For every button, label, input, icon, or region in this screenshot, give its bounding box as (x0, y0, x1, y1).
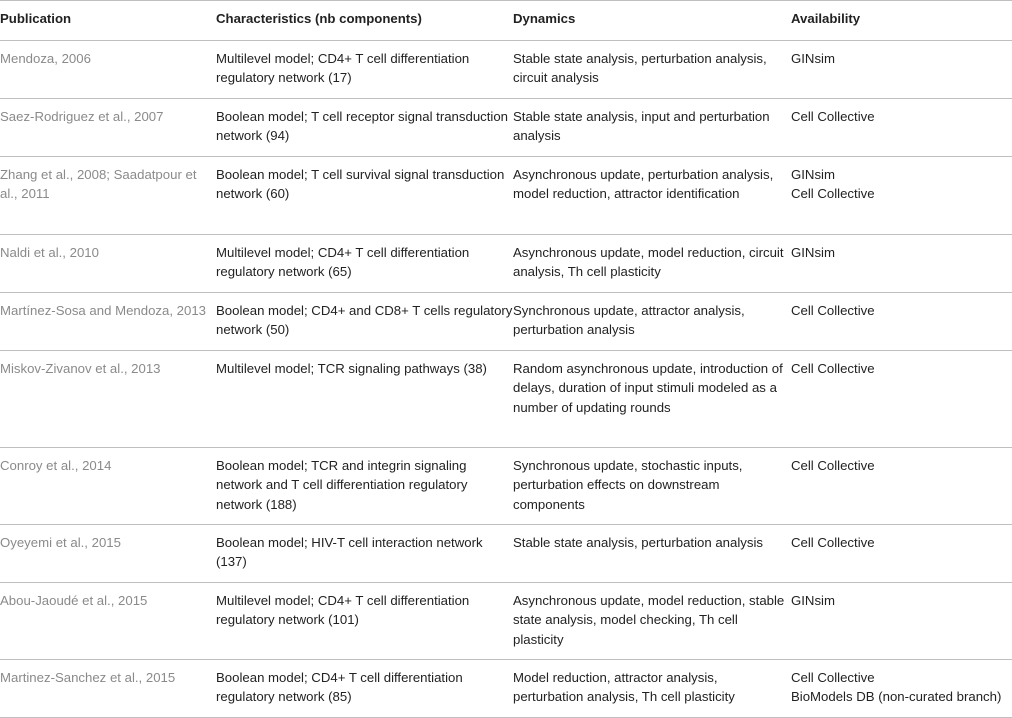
availability-item: BioModels DB (non-curated branch) (791, 689, 1002, 705)
table-row (0, 235, 1012, 293)
cell-dynamics: Asynchronous update, perturbation analysis, model reduction, attractor identification (513, 167, 774, 202)
header-publication: Publication (0, 11, 72, 26)
cell-publication: Martinez-Sanchez et al., 2015 (0, 670, 176, 685)
table-row (0, 525, 1012, 583)
cell-dynamics: Model reduction, attractor analysis, perturbation analysis, Th cell plasticity (513, 670, 735, 705)
cell-availability (791, 99, 1012, 156)
cell-availability (791, 525, 1012, 582)
cell-availability (791, 351, 1012, 447)
table-header-row (0, 1, 1012, 41)
table-row (0, 660, 1012, 718)
availability-item: GINsim (791, 167, 835, 182)
cell-dynamics: Stable state analysis, perturbation analysis (513, 535, 763, 550)
cell-availability (791, 41, 1012, 98)
cell-characteristics: Boolean model; TCR and integrin signaling network and T cell differentiation regulatory network (188) (216, 458, 468, 512)
cell-publication: Abou-Jaoudé et al., 2015 (0, 593, 148, 608)
cell-dynamics: Stable state analysis, perturbation analysis, circuit analysis (513, 51, 767, 86)
availability-item: Cell Collective (791, 186, 875, 202)
cell-dynamics: Stable state analysis, input and perturbation analysis (513, 109, 770, 144)
cell-dynamics: Asynchronous update, model reduction, stable state analysis, model checking, Th cell plasticity (513, 593, 785, 647)
cell-dynamics: Random asynchronous update, introduction of delays, duration of input stimuli modeled as a number of updating rounds (513, 361, 783, 415)
cell-characteristics: Multilevel model; CD4+ T cell differentiation regulatory network (17) (216, 51, 470, 86)
cell-characteristics: Boolean model; CD4+ T cell differentiation regulatory network (85) (216, 670, 463, 705)
cell-characteristics: Boolean model; T cell survival signal transduction network (60) (216, 167, 505, 202)
header-dynamics: Dynamics (513, 11, 576, 26)
cell-publication: Mendoza, 2006 (0, 51, 91, 66)
cell-characteristics: Multilevel model; TCR signaling pathways (38) (216, 361, 487, 376)
table-row (0, 157, 1012, 235)
cell-availability (791, 583, 1012, 659)
cell-publication: Oyeyemi et al., 2015 (0, 535, 121, 550)
cell-publication: Martínez-Sosa and Mendoza, 2013 (0, 303, 206, 318)
cell-characteristics: Boolean model; T cell receptor signal transduction network (94) (216, 109, 509, 144)
table-row (0, 293, 1012, 351)
availability-item: GINsim (791, 51, 835, 66)
cell-availability (791, 157, 1012, 234)
table-row (0, 583, 1012, 660)
availability-item: Cell Collective (791, 303, 875, 318)
cell-dynamics: Synchronous update, stochastic inputs, perturbation effects on downstream components (513, 458, 743, 512)
availability-item: GINsim (791, 593, 835, 608)
cell-publication: Zhang et al., 2008; Saadatpour et al., 2011 (0, 167, 197, 202)
header-characteristics: Characteristics (nb components) (216, 11, 422, 26)
availability-item: Cell Collective (791, 109, 875, 124)
cell-publication: Saez-Rodriguez et al., 2007 (0, 109, 164, 124)
availability-item: Cell Collective (791, 670, 875, 685)
cell-availability (791, 660, 1012, 717)
cell-dynamics: Synchronous update, attractor analysis, perturbation analysis (513, 303, 745, 338)
table-row (0, 41, 1012, 99)
cell-characteristics: Multilevel model; CD4+ T cell differentiation regulatory network (101) (216, 593, 470, 628)
cell-availability (791, 235, 1012, 292)
cell-characteristics: Boolean model; CD4+ and CD8+ T cells regulatory network (50) (216, 303, 513, 338)
table-row (0, 351, 1012, 448)
cell-availability (791, 448, 1012, 524)
cell-availability (791, 293, 1012, 350)
table-row (0, 99, 1012, 157)
table-body (0, 41, 1012, 718)
availability-item: Cell Collective (791, 361, 875, 376)
header-availability: Availability (791, 11, 861, 26)
availability-item: Cell Collective (791, 458, 875, 473)
cell-characteristics: Multilevel model; CD4+ T cell differentiation regulatory network (65) (216, 245, 470, 280)
cell-characteristics: Boolean model; HIV-T cell interaction network (137) (216, 535, 483, 570)
cell-dynamics: Asynchronous update, model reduction, circuit analysis, Th cell plasticity (513, 245, 784, 280)
cell-publication: Naldi et al., 2010 (0, 245, 99, 260)
table-row (0, 448, 1012, 525)
cell-publication: Conroy et al., 2014 (0, 458, 112, 473)
cell-publication: Miskov-Zivanov et al., 2013 (0, 361, 161, 376)
availability-item: GINsim (791, 245, 835, 260)
availability-item: Cell Collective (791, 535, 875, 550)
